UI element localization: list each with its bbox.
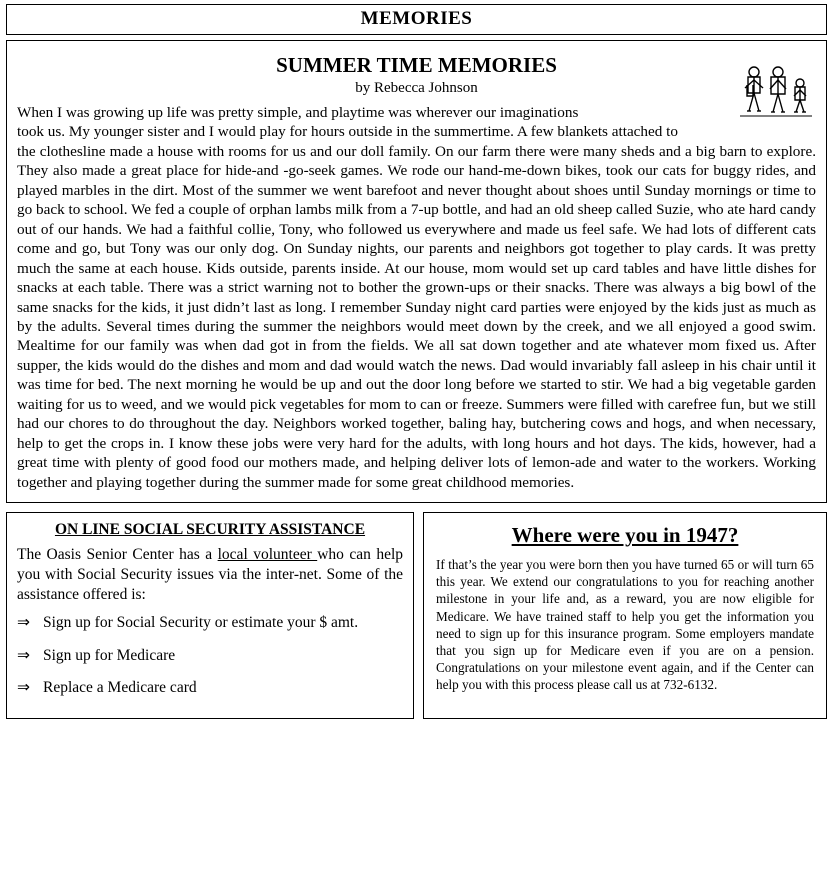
article-title: SUMMER TIME MEMORIES — [276, 53, 557, 77]
masthead-title: MEMORIES — [360, 8, 473, 29]
list-item — [17, 613, 403, 633]
arrow-right-icon: ⇒ — [17, 646, 30, 664]
bottom-columns — [6, 512, 827, 719]
arrow-right-icon: ⇒ — [17, 614, 30, 632]
where-were-you-box — [423, 512, 827, 719]
feature-article — [6, 40, 827, 503]
list-item-label: Sign up for Medicare — [43, 646, 176, 664]
masthead — [6, 4, 827, 35]
where-were-you-body: If that’s the year you were born then you have turned 65 or will turn 65 this year. We extend our congratulations to you for reaching another milestone in your life and, as a reward, you are now eligible for Medicare. We have trained staff to help you get the information you need to sign up for this insurance program. Some employers mandate that you sign up for Medicare even if you are on a pension. Congratulations on your milestone event again, and if the Center can help you with this process please call us at 732-6132. — [436, 557, 814, 693]
list-item-label: Replace a Medicare card — [43, 678, 197, 696]
article-byline: by Rebecca Johnson — [355, 80, 478, 96]
ss-intro-after: who can help you with Social Security issues via the inter-net. Some of the assistance offered is: — [17, 546, 404, 604]
social-security-intro — [17, 545, 403, 605]
article-line-2: took us. My younger sister and I would play for hours outside in the summertime. A few blankets attached to — [17, 123, 678, 141]
ss-intro-before: The Oasis Senior Center has a — [17, 546, 218, 564]
article-main-text: the clothesline made a house with rooms for us and our doll family. On our farm there were many sheds and a big barn to explore. They also made a great place for hide-and -go-seek games. We rode our hand-me-down bikes, took our cats for buggy rides, and played marbles in the dirt. Most of the summer we went barefoot and never thought about shoes until Sunday mornings or time to go back to school. We fed a couple of orphan lambs milk from a 7-up bottle, and had an old sheep called Suzie, who ate hard candy out of our hands. We had a faithful collie, Tony, who followed us everywhere and made us feel safe. We had lots of different cats come and go, but Tony was our only dog. On Sunday nights, our parents and neighbors got together to play cards. It was pretty much the same at each house. Kids outside, parents inside. At our house, mom would set up card tables and have little dishes for snacks at each table. There was a strict warning not to bother the grown-ups or their snacks. There was always a big bowl of the same snacks for the kids, it just didn’t last as long. I remember Sunday night card parties were enjoyed by the kids just as much as by the adults. Several times during the summer the neighbors would meet down by the creek, and we all enjoyed a good swim. Mealtime for our family was when dad got in from the fields. We all sat down together and ate whatever mom fixed us. After supper, the kids would do the dishes and mom and dad would watch the news. Dad would invariably fall asleep in his chair until it was time for bed. The next morning he would be up and out the door long before we started to stir. We had a big vegetable garden waiting for us to weed, and we would pick vegetables for mom to can or freeze. Summers were filled with carefree fun, but we still had our chores to do throughout the day. Neighbors worked together, baling hay, butchering cows and hogs, and when necessary, help to get the crops in. I know these jobs were very hard for the adults, with long hours and hot days. The kids, however, had a great time with plenty of good food our mothers made, and helping deliver lots of lemon-ade and water to the workers. Working together and playing together during the summer made for some great childhood memories. — [17, 142, 816, 491]
arrow-right-icon: ⇒ — [17, 678, 30, 696]
list-item-label: Sign up for Social Security or estimate your $ amt. — [43, 614, 359, 632]
social-security-box — [6, 512, 414, 719]
social-security-title: ON LINE SOCIAL SECURITY ASSISTANCE — [54, 521, 366, 539]
where-were-you-title: Where were you in 1947? — [511, 523, 739, 548]
list-item — [17, 678, 403, 698]
social-security-services-list — [17, 613, 403, 697]
article-body — [17, 103, 816, 492]
family-figures-clipart — [740, 63, 812, 119]
article-line-1: When I was growing up life was pretty simple, and playtime was wherever our imaginations — [17, 104, 579, 121]
local-volunteer-link[interactable]: local volunteer — [217, 546, 318, 564]
list-item — [17, 646, 403, 666]
